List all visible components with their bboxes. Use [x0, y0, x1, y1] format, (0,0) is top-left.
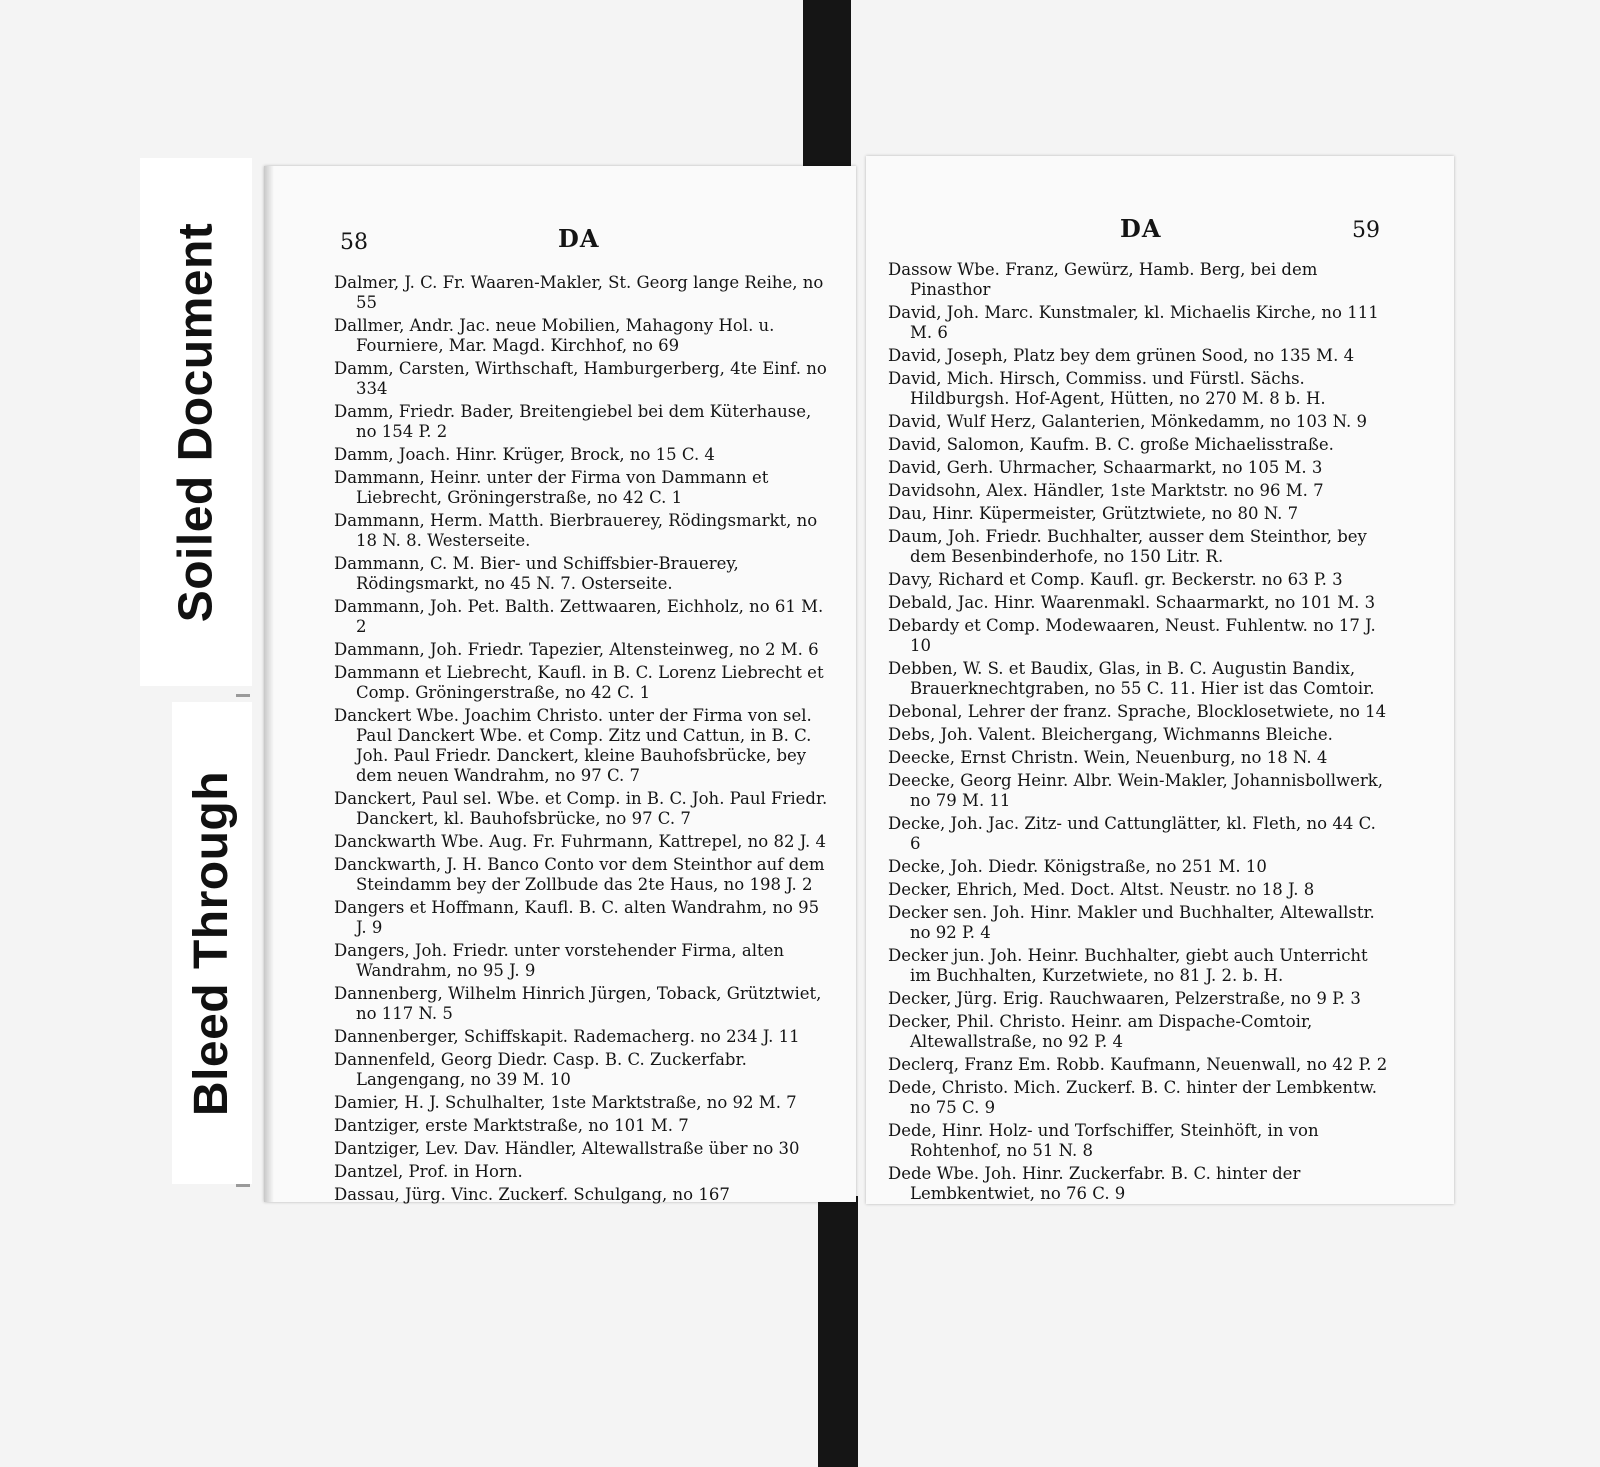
directory-entry: Dantziger, Lev. Dav. Händler, Altewallstraße über no 30 — [334, 1139, 800, 1158]
soiled-document-label — [140, 158, 252, 686]
directory-entry: Deecke, Ernst Christn. Wein, Neuenburg, no 18 N. 4 — [888, 748, 1328, 767]
directory-entry: Dammann, C. M. Bier- und Schiffsbier-Brauerey, Rödingsmarkt, no 45 N. 7. Osterseite. — [334, 554, 739, 593]
directory-entry: Dammann, Joh. Pet. Balth. Zettwaaren, Eichholz, no 61 M. 2 — [334, 597, 824, 636]
directory-entry: Declerq, Franz Em. Robb. Kaufmann, Neuenwall, no 42 P. 2 — [888, 1055, 1388, 1074]
directory-entry: Danckert Wbe. Joachim Christo. unter der Firma von sel. Paul Danckert Wbe. et Comp. Zitz und Cattun, in B. C. Joh. Paul Friedr. Danckert, kleine Bauhofsbrücke, bey dem neuen Wandrahm, no 97 C. 7 — [334, 706, 812, 785]
directory-entry: Davidsohn, Alex. Händler, 1ste Marktstr. no 96 M. 7 — [888, 481, 1324, 500]
book-spine-bottom — [818, 1196, 858, 1467]
margin-tick — [236, 694, 250, 697]
directory-entry: Debardy et Comp. Modewaaren, Neust. Fuhlentw. no 17 J. 10 — [888, 616, 1376, 655]
directory-entry: Decker, Ehrich, Med. Doct. Altst. Neustr. no 18 J. 8 — [888, 880, 1315, 899]
directory-entry: Dammann, Herm. Matth. Bierbrauerey, Rödingsmarkt, no 18 N. 8. Westerseite. — [334, 511, 818, 550]
directory-entry: Damm, Friedr. Bader, Breitengiebel bei dem Küterhause, no 154 P. 2 — [334, 402, 812, 441]
directory-entry: Dammann, Joh. Friedr. Tapezier, Altensteinweg, no 2 M. 6 — [334, 640, 819, 659]
directory-entry: Dalmer, J. C. Fr. Waaren-Makler, St. Georg lange Reihe, no 55 — [334, 273, 824, 312]
directory-entry: Davy, Richard et Comp. Kaufl. gr. Beckerstr. no 63 P. 3 — [888, 570, 1343, 589]
book-spine-top — [803, 0, 851, 168]
directory-entry: Dassau, Jürg. Vinc. Zuckerf. Schulgang, no 167 — [334, 1185, 730, 1204]
directory-entry: Danckert, Paul sel. Wbe. et Comp. in B. C. Joh. Paul Friedr. Danckert, kl. Bauhofsbrücke, no 97 C. 7 — [334, 789, 828, 828]
directory-entry: Dantzel, Prof. in Horn. — [334, 1162, 523, 1181]
directory-entry: Dassow Wbe. Franz, Gewürz, Hamb. Berg, bei dem Pinasthor — [888, 260, 1318, 299]
soiled-document-text: Soiled Document — [169, 222, 223, 622]
page-number: 58 — [340, 230, 368, 255]
directory-entry: Decker jun. Joh. Heinr. Buchhalter, giebt auch Unterricht im Buchhalten, Kurzetwiete, no 81 J. 2. b. H. — [888, 946, 1368, 985]
page-heading: DA — [1120, 214, 1162, 243]
page-heading: DA — [558, 224, 600, 253]
bleed-through-label — [172, 702, 252, 1184]
bleed-through-text: Bleed Through — [185, 770, 239, 1116]
directory-entry: Decker sen. Joh. Hinr. Makler und Buchhalter, Altewallstr. no 92 P. 4 — [888, 903, 1375, 942]
directory-entry: Dede, Christo. Mich. Zuckerf. B. C. hinter der Lembkentw. no 75 C. 9 — [888, 1078, 1377, 1117]
directory-entry: Deecke, Georg Heinr. Albr. Wein-Makler, Johannisbollwerk, no 79 M. 11 — [888, 771, 1384, 810]
directory-entry: Damm, Joach. Hinr. Krüger, Brock, no 15 C. 4 — [334, 445, 715, 464]
directory-entry: Debs, Joh. Valent. Bleichergang, Wichmanns Bleiche. — [888, 725, 1333, 744]
right-page — [866, 156, 1454, 1204]
directory-entry: David, Joseph, Platz bey dem grünen Sood, no 135 M. 4 — [888, 346, 1355, 365]
directory-entry: Danckwarth Wbe. Aug. Fr. Fuhrmann, Kattrepel, no 82 J. 4 — [334, 832, 827, 851]
directory-entry: Dangers, Joh. Friedr. unter vorstehender Firma, alten Wandrahm, no 95 J. 9 — [334, 941, 785, 980]
directory-entry: Debonal, Lehrer der franz. Sprache, Blocklosetwiete, no 14 — [888, 702, 1387, 721]
directory-entry: David, Salomon, Kaufm. B. C. große Michaelisstraße. — [888, 435, 1334, 454]
directory-entry: Decker, Phil. Christo. Heinr. am Dispache-Comtoir, Altewallstraße, no 92 P. 4 — [888, 1012, 1313, 1051]
directory-entry: Dede, Hinr. Holz- und Torfschiffer, Steinhöft, in von Rohtenhof, no 51 N. 8 — [888, 1121, 1319, 1160]
directory-entry: Dammann, Heinr. unter der Firma von Dammann et Liebrecht, Gröningerstraße, no 42 C. 1 — [334, 468, 769, 507]
directory-entries — [334, 273, 834, 1208]
directory-entries — [888, 260, 1388, 1207]
left-page — [264, 166, 856, 1202]
margin-tick — [236, 1184, 250, 1187]
directory-entry: Dantziger, erste Marktstraße, no 101 M. 7 — [334, 1116, 689, 1135]
directory-entry: Debald, Jac. Hinr. Waarenmakl. Schaarmarkt, no 101 M. 3 — [888, 593, 1376, 612]
directory-entry: Dangers et Hoffmann, Kaufl. B. C. alten Wandrahm, no 95 J. 9 — [334, 898, 820, 937]
page-number: 59 — [1352, 218, 1380, 243]
directory-entry: David, Wulf Herz, Galanterien, Mönkedamm, no 103 N. 9 — [888, 412, 1367, 431]
directory-entry: David, Mich. Hirsch, Commiss. und Fürstl. Sächs. Hildburgsh. Hof-Agent, Hütten, no 270 M. 8 b. H. — [888, 369, 1326, 408]
directory-entry: Danckwarth, J. H. Banco Conto vor dem Steinthor auf dem Steindamm bey der Zollbude das 2te Haus, no 198 J. 2 — [334, 855, 825, 894]
directory-entry: Dannenfeld, Georg Diedr. Casp. B. C. Zuckerfabr. Langengang, no 39 M. 10 — [334, 1050, 747, 1089]
directory-entry: Debben, W. S. et Baudix, Glas, in B. C. Augustin Bandix, Brauerknechtgraben, no 55 C. 11. Hier ist das Comtoir. — [888, 659, 1375, 698]
directory-entry: Dammann et Liebrecht, Kaufl. in B. C. Lorenz Liebrecht et Comp. Gröningerstraße, no 42 C. 1 — [334, 663, 824, 702]
directory-entry: Decke, Joh. Jac. Zitz- und Cattunglätter, kl. Fleth, no 44 C. 6 — [888, 814, 1376, 853]
directory-entry: Decke, Joh. Diedr. Königstraße, no 251 M. 10 — [888, 857, 1267, 876]
directory-entry: Damier, H. J. Schulhalter, 1ste Marktstraße, no 92 M. 7 — [334, 1093, 797, 1112]
directory-entry: Daum, Joh. Friedr. Buchhalter, ausser dem Steinthor, bey dem Besenbinderhofe, no 150 Litr. R. — [888, 527, 1367, 566]
directory-entry: Dallmer, Andr. Jac. neue Mobilien, Mahagony Hol. u. Fourniere, Mar. Magd. Kirchhof, no 69 — [334, 316, 775, 355]
directory-entry: David, Joh. Marc. Kunstmaler, kl. Michaelis Kirche, no 111 M. 6 — [888, 303, 1379, 342]
directory-entry: Decker, Jürg. Erig. Rauchwaaren, Pelzerstraße, no 9 P. 3 — [888, 989, 1361, 1008]
directory-entry: Dannenberg, Wilhelm Hinrich Jürgen, Toback, Grütztwiet, no 117 N. 5 — [334, 984, 822, 1023]
directory-entry: David, Gerh. Uhrmacher, Schaarmarkt, no 105 M. 3 — [888, 458, 1323, 477]
directory-entry: Damm, Carsten, Wirthschaft, Hamburgerberg, 4te Einf. no 334 — [334, 359, 827, 398]
directory-entry: Dannenberger, Schiffskapit. Rademacherg. no 234 J. 11 — [334, 1027, 800, 1046]
directory-entry: Dau, Hinr. Küpermeister, Grütztwiete, no 80 N. 7 — [888, 504, 1299, 523]
directory-entry: Dede Wbe. Joh. Hinr. Zuckerfabr. B. C. hinter der Lembkentwiet, no 76 C. 9 — [888, 1164, 1301, 1203]
